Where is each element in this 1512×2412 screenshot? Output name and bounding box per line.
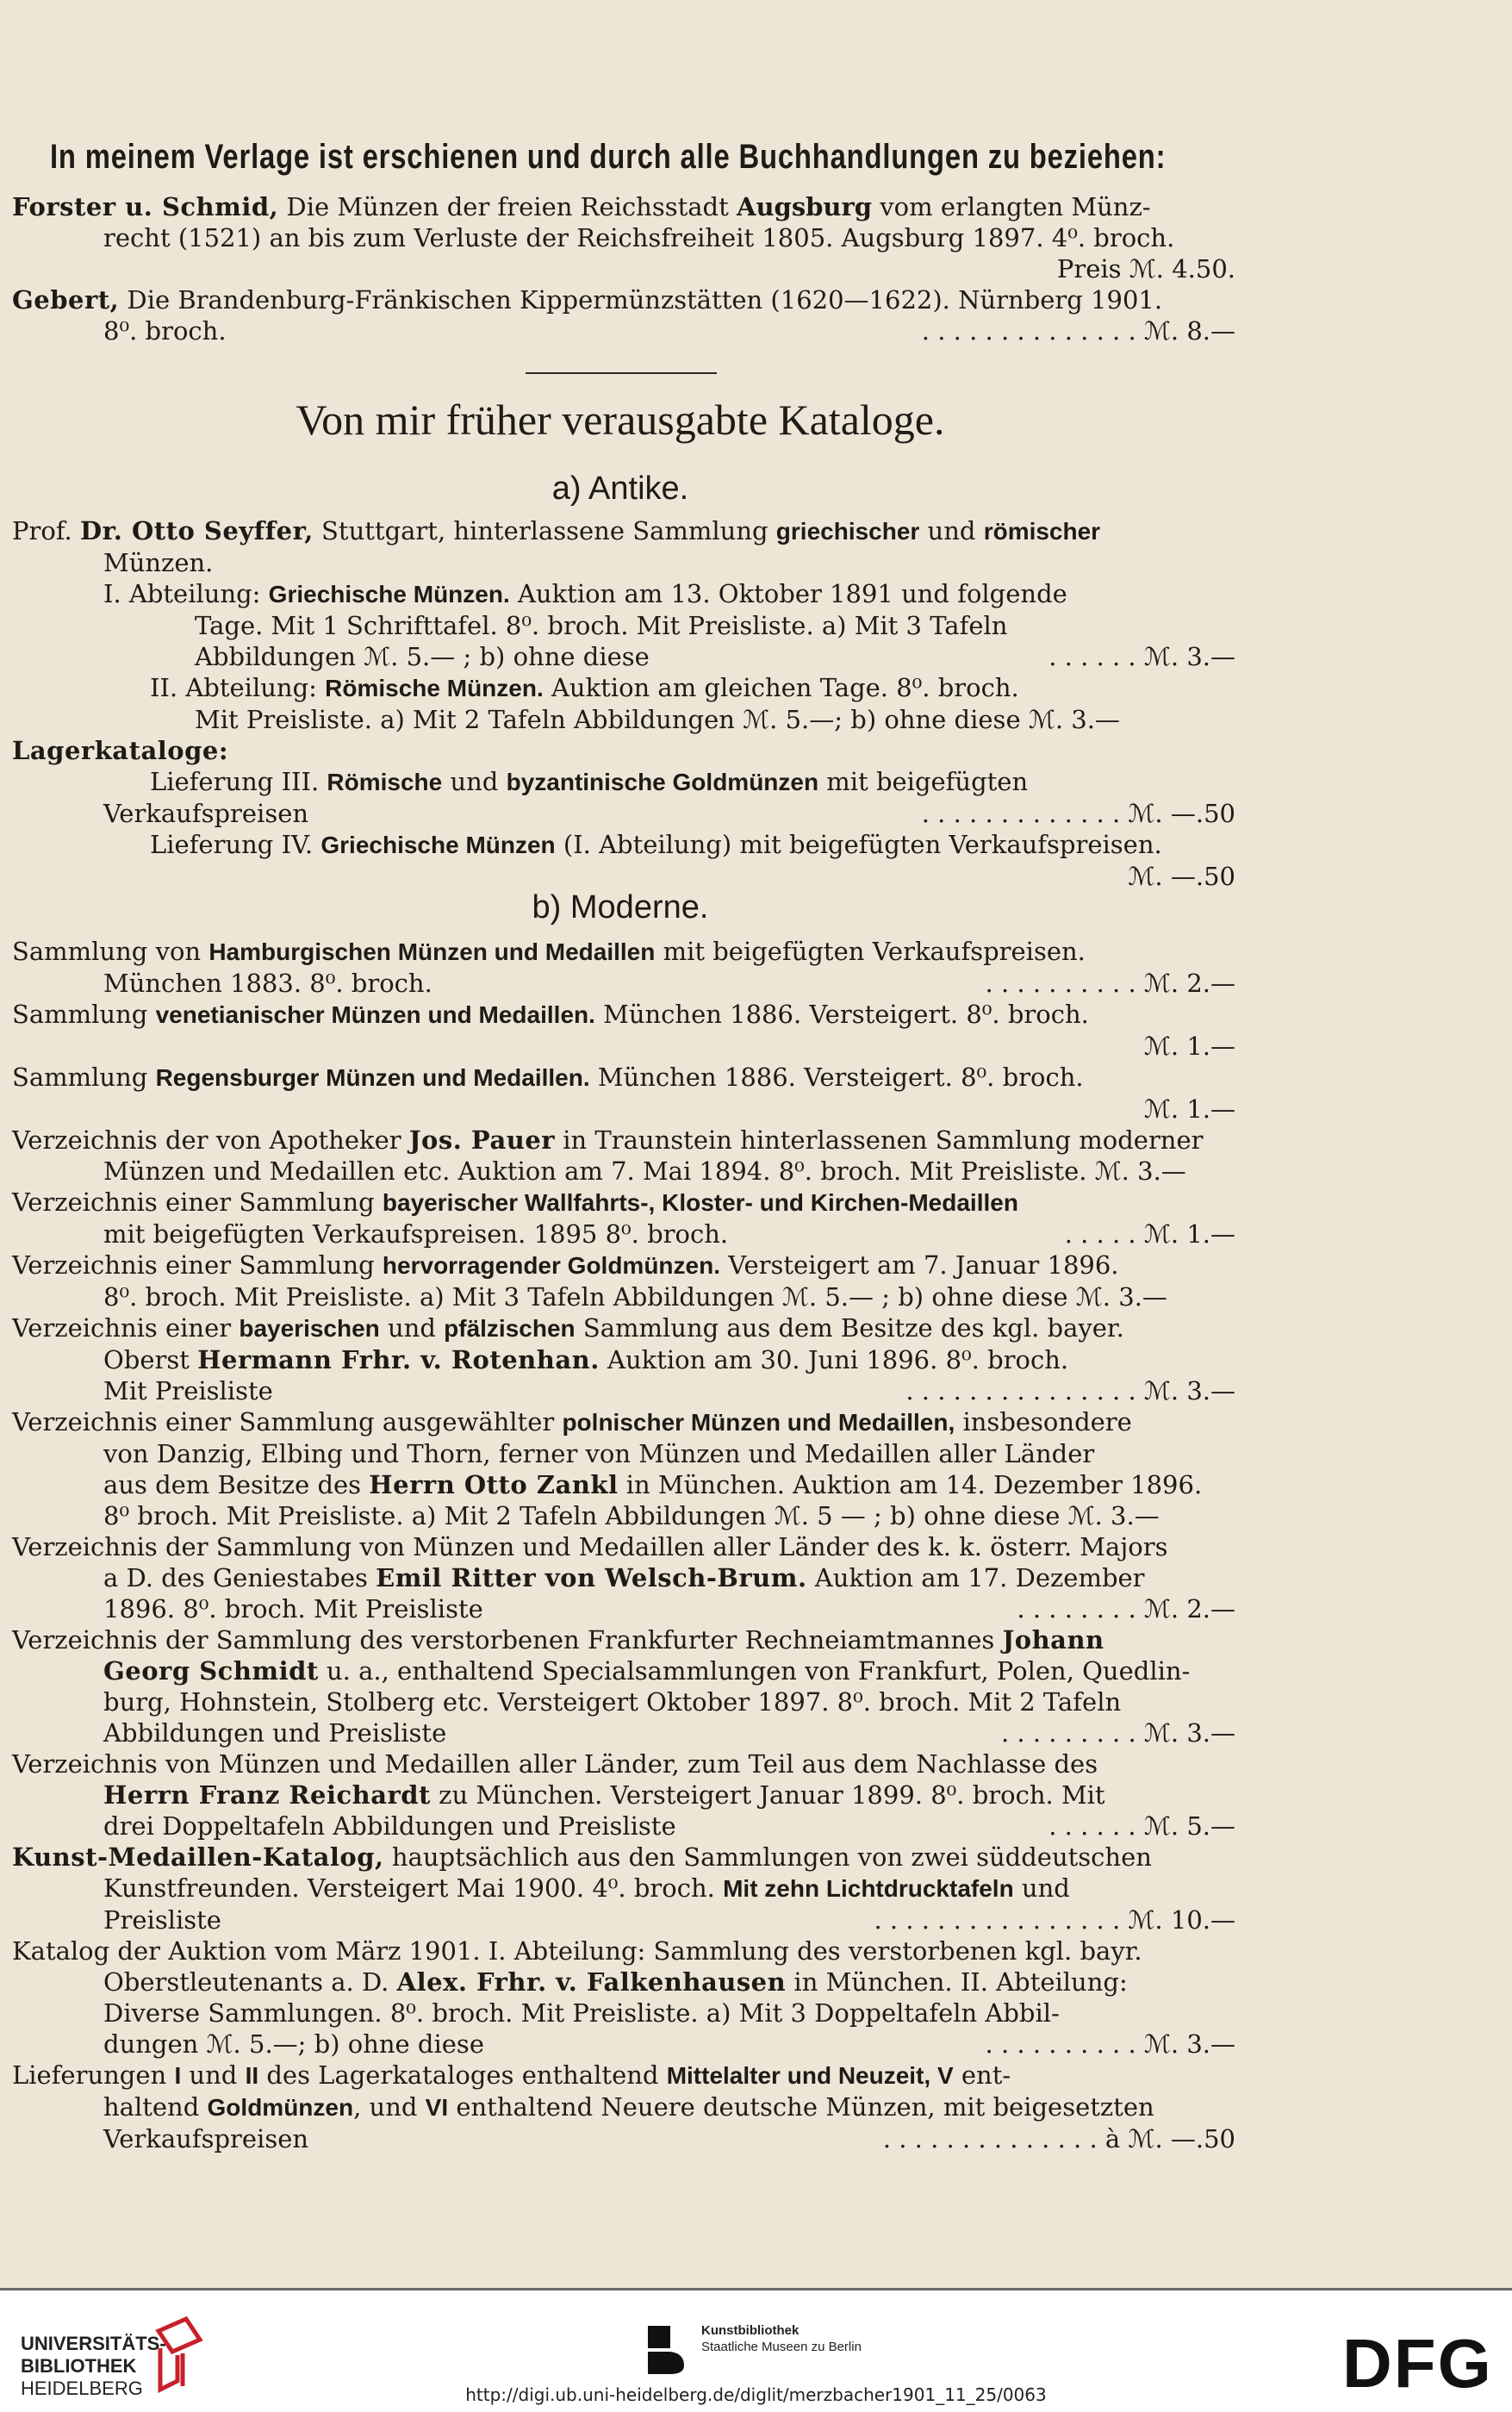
- text-line: [12, 1281, 1235, 1312]
- emphasized-text: Dr. Otto Seyffer,: [79, 516, 314, 545]
- footer-bar: [0, 2288, 1512, 2412]
- text-run: hauptsächlich aus den Sammlungen von zwei süddeutschen: [383, 1842, 1152, 1872]
- price-leader: . . . . . . . . . . . . . . ℳ. 8.—: [921, 316, 1235, 346]
- text-line: [12, 2060, 1235, 2091]
- text-run: Kunstfreunden. Versteigert Mai 1900. 4⁰. broch.: [103, 1873, 724, 1903]
- text-run: des Lagerkataloges enthaltend: [258, 2060, 667, 2090]
- text-line: [12, 1748, 1235, 1779]
- text-run: vom erlangten Münz-: [872, 192, 1151, 221]
- text-run: und: [379, 1313, 445, 1343]
- text-run: haltend: [103, 2092, 208, 2122]
- text-run: in Traunstein hinterlassenen Sammlung moderner: [555, 1125, 1204, 1155]
- emphasized-text: Goldmünzen: [207, 2094, 354, 2121]
- text-run: Auktion am 30. Juni 1896. 8⁰. broch.: [599, 1345, 1069, 1374]
- text-line: [12, 1998, 1235, 2029]
- text-run: Verzeichnis einer Sammlung: [12, 1187, 383, 1217]
- text-run: und: [919, 516, 984, 545]
- text-run: Katalog der Auktion vom März 1901. I. Abteilung: Sammlung des verstorbenen kgl. bayr.: [12, 1936, 1142, 1966]
- text-line: [12, 1873, 1235, 1904]
- emphasized-text: Hermann Frhr. v. Rotenhan.: [197, 1345, 600, 1374]
- text-line: [12, 1031, 1235, 1062]
- text-run: drei Doppeltafeln Abbildungen und Preisliste: [103, 1811, 676, 1841]
- text-run: mit beigefügten Verkaufspreisen. 1895 8⁰. broch.: [103, 1219, 729, 1249]
- text-run: I. Abteilung:: [103, 579, 269, 608]
- kb-subtitle: Staatliche Museen zu Berlin: [701, 2340, 862, 2354]
- emphasized-text: Römische: [327, 769, 443, 795]
- text-run: dungen ℳ. 5.—; b) ohne diese: [103, 2029, 484, 2059]
- emphasized-text: I: [174, 2062, 182, 2089]
- antike-list: [12, 515, 1235, 892]
- text-run: von Danzig, Elbing und Thorn, ferner von Münzen und Medaillen aller Länder: [103, 1439, 1095, 1468]
- text-line: [12, 2123, 1235, 2154]
- price-leader: . . . . . . . . ℳ. 2.—: [1017, 1594, 1235, 1624]
- text-run: Lieferung III.: [150, 767, 327, 796]
- emphasized-text: Hamburgischen Münzen und Medaillen: [208, 938, 656, 965]
- text-run: Verzeichnis der von Apotheker: [12, 1125, 409, 1155]
- text-run: Verzeichnis einer Sammlung ausgewählter: [12, 1407, 563, 1437]
- price-value: Preis ℳ. 4.50.: [1056, 254, 1235, 284]
- text-line: [12, 1250, 1235, 1281]
- text-line: [12, 1624, 1235, 1655]
- text-line: [12, 1406, 1235, 1438]
- price-value: ℳ. —.50: [1128, 862, 1235, 891]
- price-leader: . . . . . . . . . . . . . . à ℳ. —.50: [882, 2124, 1235, 2153]
- emphasized-text: polnischer Münzen und Medaillen,: [562, 1409, 955, 1436]
- text-run: Lieferung IV.: [150, 830, 321, 859]
- uni-line-2: BIBLIOTHEK: [21, 2355, 137, 2377]
- text-run: und: [181, 2060, 246, 2090]
- text-run: Sammlung aus dem Besitze des kgl. bayer.: [575, 1313, 1124, 1343]
- text-run: Münzen.: [103, 548, 214, 577]
- price-leader: . . . . . . ℳ. 5.—: [1048, 1811, 1235, 1841]
- text-run: Mit Preisliste. a) Mit 2 Tafeln Abbildungen ℳ. 5.—; b) ohne diese ℳ. 3.—: [195, 705, 1120, 734]
- text-line: [12, 861, 1235, 892]
- uni-line-3: HEIDELBERG: [21, 2378, 143, 2399]
- text-run: Auktion am 17. Dezember: [806, 1563, 1145, 1592]
- text-run: mit beigefügten: [818, 767, 1029, 796]
- text-run: Versteigert am 7. Januar 1896.: [720, 1250, 1119, 1280]
- price-leader: . . . . . . ℳ. 3.—: [1048, 642, 1235, 671]
- section-antike-title: a) Antike.: [551, 471, 689, 507]
- text-run: 1896. 8⁰. broch. Mit Preisliste: [103, 1594, 483, 1624]
- text-run: Abbildungen und Preisliste: [103, 1718, 447, 1748]
- emphasized-text: pfälzischen: [444, 1315, 576, 1342]
- text-run: Sammlung: [12, 1000, 156, 1029]
- text-run: recht (1521) an bis zum Verluste der Reichsfreiheit 1805. Augsburg 1897. 4⁰. broch.: [103, 223, 1175, 252]
- emphasized-text: venetianischer Münzen und Medaillen.: [155, 1001, 595, 1028]
- emphasized-text: bayerischer Wallfahrts-, Kloster- und Kirchen-Medaillen: [382, 1189, 1018, 1216]
- emphasized-text: Mittelalter und Neuzeit, V: [666, 2062, 954, 2089]
- text-run: enthaltend Neuere deutsche Münzen, mit beigesetzten: [448, 2092, 1154, 2122]
- text-line: [12, 222, 1235, 253]
- text-run: mit beigefügten Verkaufspreisen.: [655, 937, 1086, 966]
- text-run: Oberstleutenants a. D.: [103, 1967, 397, 1997]
- text-run: zu München. Versteigert Januar 1899. 8⁰. broch. Mit: [430, 1780, 1105, 1810]
- price-leader: . . . . . . . . . ℳ. 3.—: [1000, 1718, 1235, 1748]
- text-run: II. Abteilung:: [150, 673, 326, 702]
- emphasized-text: Jos. Pauer: [408, 1125, 556, 1155]
- text-line: [12, 1842, 1235, 1873]
- emphasized-text: Augsburg: [736, 192, 873, 221]
- text-line: [12, 1375, 1235, 1406]
- text-run: München 1883. 8⁰. broch.: [103, 969, 432, 998]
- emphasized-text: Georg Schmidt: [103, 1656, 319, 1686]
- text-line: [12, 1218, 1235, 1250]
- emphasized-text: Kunst-Medaillen-Katalog,: [12, 1842, 384, 1872]
- text-line: [12, 1655, 1235, 1686]
- section-moderne-title: b) Moderne.: [532, 889, 709, 926]
- text-line: [12, 735, 1235, 766]
- emphasized-text: Johann: [1002, 1625, 1104, 1655]
- price-leader: . . . . . . . . . . . . . . . . ℳ. 10.—: [874, 1905, 1235, 1935]
- emphasized-text: II: [245, 2062, 259, 2089]
- dfg-logo[interactable]: DFG: [1342, 2325, 1493, 2402]
- text-run: Tage. Mit 1 Schrifttafel. 8⁰. broch. Mit Preisliste. a) Mit 3 Tafeln: [195, 611, 1008, 640]
- text-run: insbesondere: [955, 1407, 1132, 1437]
- text-line: [12, 2029, 1235, 2060]
- emphasized-text: Emil Ritter von Welsch-Brum.: [376, 1563, 807, 1592]
- text-run: München 1886. Versteigert. 8⁰. broch.: [589, 1063, 1084, 1092]
- emphasized-text: hervorragender Goldmünzen.: [382, 1252, 720, 1279]
- text-line: [12, 1966, 1235, 1998]
- text-line: [12, 1500, 1235, 1531]
- uni-heidelberg-logo-icon[interactable]: [152, 2314, 207, 2395]
- text-line: [12, 766, 1235, 798]
- text-run: a D. des Geniestabes: [103, 1563, 376, 1592]
- text-run: 8⁰. broch.: [103, 316, 227, 346]
- text-run: Preisliste: [103, 1905, 221, 1935]
- text-run: ent-: [953, 2060, 1011, 2090]
- text-line: [12, 2091, 1235, 2123]
- text-run: Sammlung von: [12, 937, 209, 966]
- text-line: [12, 1156, 1235, 1187]
- text-run: Verzeichnis der Sammlung von Münzen und Medaillen aller Länder des k. k. österr. Majors: [12, 1532, 1168, 1561]
- kb-title: Kunstbibliothek: [701, 2323, 800, 2338]
- text-line: [12, 1717, 1235, 1748]
- kunstbibliothek-logo-icon[interactable]: [644, 2322, 689, 2378]
- text-run: Prof.: [12, 516, 80, 545]
- text-line: [12, 672, 1235, 704]
- text-run: Oberst: [103, 1345, 198, 1374]
- source-url[interactable]: http://digi.ub.uni-heidelberg.de/diglit/merzbacher1901_11_25/0063: [465, 2384, 1047, 2405]
- text-line: [12, 1125, 1235, 1156]
- text-line: [12, 515, 1235, 547]
- price-leader: . . . . . . . . . . ℳ. 2.—: [985, 969, 1235, 998]
- text-line: [12, 1686, 1235, 1717]
- text-run: aus dem Besitze des: [103, 1470, 370, 1499]
- text-run: in München. Auktion am 14. Dezember 1896.: [618, 1470, 1203, 1499]
- text-line: [12, 1312, 1235, 1344]
- footer-divider: [0, 2288, 1512, 2290]
- emphasized-text: Griechische Münzen.: [268, 581, 510, 608]
- emphasized-text: Forster u. Schmid,: [12, 192, 279, 221]
- text-run: Sammlung: [12, 1063, 156, 1092]
- text-line: [12, 1438, 1235, 1469]
- text-line: [12, 315, 1235, 346]
- price-leader: . . . . . . . . . . . . . ℳ. —.50: [921, 799, 1235, 828]
- moderne-list: [12, 936, 1235, 2154]
- text-run: und: [442, 767, 507, 796]
- emphasized-text: Herrn Otto Zankl: [369, 1470, 619, 1499]
- emphasized-text: bayerischen: [239, 1315, 380, 1342]
- uni-line-1: UNIVERSITÄTS-: [21, 2333, 166, 2354]
- text-line: [12, 1562, 1235, 1593]
- publisher-list: [12, 191, 1235, 346]
- text-line: [12, 829, 1235, 861]
- text-line: [12, 1187, 1235, 1218]
- text-run: 8⁰. broch. Mit Preisliste. a) Mit 3 Tafeln Abbildungen ℳ. 5.— ; b) ohne diese ℳ. 3.—: [103, 1282, 1167, 1312]
- publisher-header: In meinem Verlage ist erschienen und durch alle Buchhandlungen zu beziehen:: [50, 138, 1167, 176]
- text-line: [12, 1779, 1235, 1811]
- text-run: burg, Hohnstein, Stolberg etc. Versteigert Oktober 1897. 8⁰. broch. Mit 2 Tafeln: [103, 1687, 1122, 1717]
- text-run: Verkaufspreisen: [103, 2124, 309, 2153]
- emphasized-text: Gebert,: [12, 285, 120, 315]
- text-run: (I. Abteilung) mit beigefügten Verkaufspreisen.: [555, 830, 1162, 859]
- text-run: Verzeichnis einer Sammlung: [12, 1250, 383, 1280]
- emphasized-text: VI: [425, 2094, 449, 2121]
- text-run: Die Münzen der freien Reichsstadt: [278, 192, 737, 221]
- text-run: Auktion am gleichen Tage. 8⁰. broch.: [543, 673, 1019, 702]
- text-line: [12, 1811, 1235, 1842]
- text-run: Verzeichnis von Münzen und Medaillen aller Länder, zum Teil aus dem Nachlasse des: [12, 1749, 1098, 1779]
- text-line: [12, 1094, 1235, 1125]
- text-line: [12, 578, 1235, 610]
- text-run: Diverse Sammlungen. 8⁰. broch. Mit Preisliste. a) Mit 3 Doppeltafeln Abbil-: [103, 1998, 1060, 2028]
- text-line: [12, 547, 1235, 578]
- text-line: [12, 1935, 1235, 1966]
- emphasized-text: Mit zehn Lichtdrucktafeln: [723, 1875, 1014, 1902]
- text-line: [12, 1469, 1235, 1500]
- text-run: 8⁰ broch. Mit Preisliste. a) Mit 2 Tafeln Abbildungen ℳ. 5 — ; b) ohne diese ℳ. 3.—: [103, 1501, 1160, 1530]
- price-leader: . . . . . . . . . . ℳ. 3.—: [985, 2029, 1235, 2059]
- emphasized-text: Regensburger Münzen und Medaillen.: [155, 1064, 590, 1091]
- emphasized-text: byzantinische Goldmünzen: [506, 769, 819, 795]
- text-line: [12, 641, 1235, 672]
- text-line: [12, 610, 1235, 641]
- text-run: Mit Preisliste: [103, 1376, 273, 1405]
- text-run: Stuttgart, hinterlassene Sammlung: [313, 516, 776, 545]
- emphasized-text: Römische Münzen.: [325, 675, 544, 701]
- price-value: ℳ. 1.—: [1143, 1094, 1235, 1124]
- text-line: [12, 1344, 1235, 1375]
- text-line: [12, 1531, 1235, 1562]
- emphasized-text: römischer: [983, 518, 1101, 545]
- kunstbibliothek-logo-text[interactable]: [701, 2322, 862, 2355]
- text-run: Verzeichnis einer: [12, 1313, 240, 1343]
- text-run: u. a., enthaltend Specialsammlungen von Frankfurt, Polen, Quedlin-: [318, 1656, 1191, 1686]
- text-run: und: [1013, 1873, 1070, 1903]
- text-line: [12, 1593, 1235, 1624]
- text-line: [12, 284, 1235, 315]
- text-run: Lieferungen: [12, 2060, 175, 2090]
- text-run: Abbildungen ℳ. 5.— ; b) ohne diese: [195, 642, 650, 671]
- emphasized-text: Herrn Franz Reichardt: [103, 1780, 431, 1810]
- emphasized-text: griechischer: [775, 518, 920, 545]
- text-run: Die Brandenburg-Fränkischen Kippermünzstätten (1620—1622). Nürnberg 1901.: [119, 285, 1163, 315]
- text-run: Verkaufspreisen: [103, 799, 309, 828]
- text-run: München 1886. Versteigert. 8⁰. broch.: [594, 1000, 1089, 1029]
- catalog-title: Von mir früher verausgabte Kataloge.: [296, 396, 945, 444]
- text-line: [12, 253, 1235, 284]
- text-run: in München. II. Abteilung:: [786, 1967, 1128, 1997]
- price-leader: . . . . . ℳ. 1.—: [1064, 1219, 1235, 1249]
- text-line: [12, 1062, 1235, 1094]
- text-run: Auktion am 13. Oktober 1891 und folgende: [509, 579, 1067, 608]
- emphasized-text: Alex. Frhr. v. Falkenhausen: [396, 1967, 787, 1997]
- text-run: Verzeichnis der Sammlung des verstorbenen Frankfurter Rechneiamtmannes: [12, 1625, 1003, 1655]
- text-line: [12, 936, 1235, 968]
- text-line: [12, 704, 1235, 735]
- text-line: [12, 1904, 1235, 1935]
- text-line: [12, 999, 1235, 1031]
- text-line: [12, 968, 1235, 999]
- text-line: [12, 798, 1235, 829]
- separator-rule: [526, 372, 717, 374]
- price-leader: . . . . . . . . . . . . . . . ℳ. 3.—: [905, 1376, 1235, 1405]
- text-run: , und: [353, 2092, 426, 2122]
- text-run: Münzen und Medaillen etc. Auktion am 7. Mai 1894. 8⁰. broch. Mit Preisliste. ℳ. 3.—: [103, 1156, 1186, 1186]
- emphasized-text: Griechische Münzen: [320, 832, 556, 858]
- price-value: ℳ. 1.—: [1143, 1031, 1235, 1061]
- text-line: [12, 191, 1235, 222]
- emphasized-text: Lagerkataloge:: [12, 736, 229, 765]
